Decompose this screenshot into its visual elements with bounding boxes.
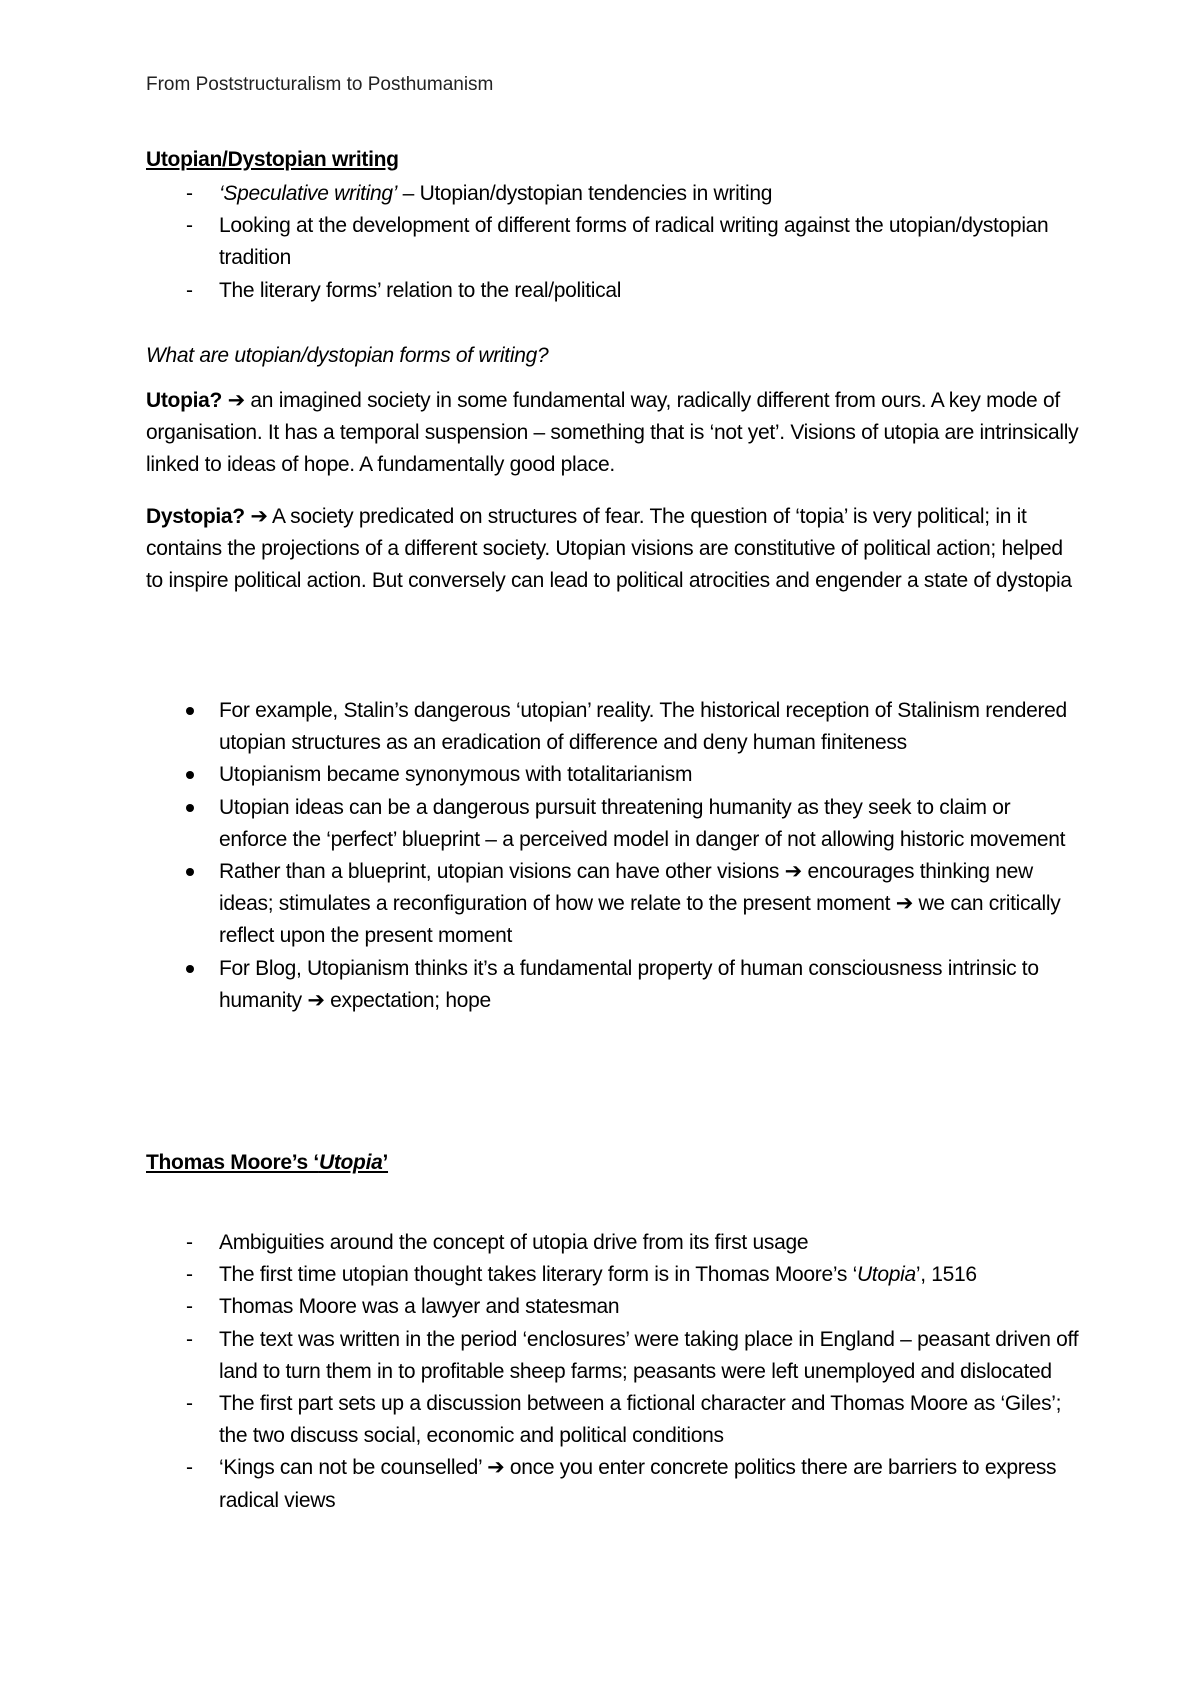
list-item: Rather than a blueprint, utopian visions can have other visions ➔ encourages thinking new ideas; stimulates a reconfiguration of how we relate to the present moment ➔ we can critically reflect upon the present moment: [0, 856, 1079, 953]
moore-dash-list: [0, 1227, 1200, 1517]
list-item-text: The first time utopian thought takes literary form is in Thomas Moore’s ‘: [219, 1263, 857, 1287]
heading-text: Thomas Moore’s ‘: [146, 1151, 319, 1174]
section-heading-utopian-dystopian: Utopian/Dystopian writing: [146, 148, 399, 171]
list-item-text: Looking at the development of different forms of radical writing against the utopian/dystopian tradition: [219, 214, 1049, 270]
list-item: For Blog, Utopianism thinks it’s a fundamental property of human consciousness intrinsic to humanity ➔ expectation; hope: [0, 953, 1079, 1017]
list-item-text: The literary forms’ relation to the real/political: [219, 278, 622, 302]
list-item-text: – Utopian/dystopian tendencies in writing: [397, 182, 773, 205]
utopia-definition: [146, 385, 1081, 482]
list-item: - The first part sets up a discussion between a fictional character and Thomas Moore as ‘Giles’; the two discuss social, economic and political conditions: [0, 1388, 1079, 1452]
list-item: [0, 275, 1079, 307]
list-item: [0, 210, 1079, 274]
heading-italic-title: Utopia: [318, 1151, 383, 1174]
intro-dash-list: [0, 178, 1200, 307]
list-item-text: ’, 1516: [915, 1263, 977, 1287]
utopia-text: an imagined society in some fundamental way, radically different from ours. A key mode of organisation. It has a temporal suspension – something that is ‘not yet’. Visions of utopia are intrinsically linked to ideas of hope. A fundamentally good place.: [146, 389, 1079, 477]
list-item: - ‘Kings can not be counselled’ ➔ once you enter concrete politics there are barriers to express radical views: [0, 1452, 1079, 1516]
utopia-label: Utopia? ➔: [146, 389, 245, 412]
heading-text: ’: [382, 1151, 389, 1174]
page-header: From Poststructuralism to Posthumanism: [146, 74, 494, 95]
speculative-writing-term: ‘Speculative writing’: [219, 182, 398, 205]
list-item: [0, 178, 1079, 210]
list-item: For example, Stalin’s dangerous ‘utopian’ reality. The historical reception of Stalinism rendered utopian structures as an eradication of difference and deny human finiteness: [0, 695, 1079, 759]
dystopia-text: A society predicated on structures of fear. The question of ‘topia’ is very political; in it contains the projections of a different society. Utopian visions are constitutive of political action; helped to inspire political action. But conversely can lead to political atrocities and engender a state of dystopia: [146, 505, 1072, 593]
list-item: [0, 1259, 1079, 1291]
dystopia-definition: [146, 501, 1081, 598]
list-item: - Ambiguities around the concept of utopia drive from its first usage: [0, 1227, 1079, 1259]
list-item: - The text was written in the period ‘enclosures’ were taking place in England – peasant driven off land to turn them in to profitable sheep farms; peasants were left unemployed and dislocated: [0, 1324, 1079, 1388]
list-item: Utopianism became synonymous with totalitarianism: [0, 759, 1079, 791]
guiding-question: What are utopian/dystopian forms of writing?: [146, 344, 549, 367]
dystopia-label: Dystopia? ➔: [146, 505, 268, 528]
list-item: - Thomas Moore was a lawyer and statesman: [0, 1291, 1079, 1323]
list-item: Utopian ideas can be a dangerous pursuit threatening humanity as they seek to claim or enforce the ‘perfect’ blueprint – a perceived model in danger of not allowing historic movement: [0, 792, 1079, 856]
utopia-bullet-list: [0, 695, 1200, 1017]
section-heading-thomas-moore: [146, 1151, 388, 1175]
list-item-italic-title: Utopia: [856, 1263, 916, 1287]
